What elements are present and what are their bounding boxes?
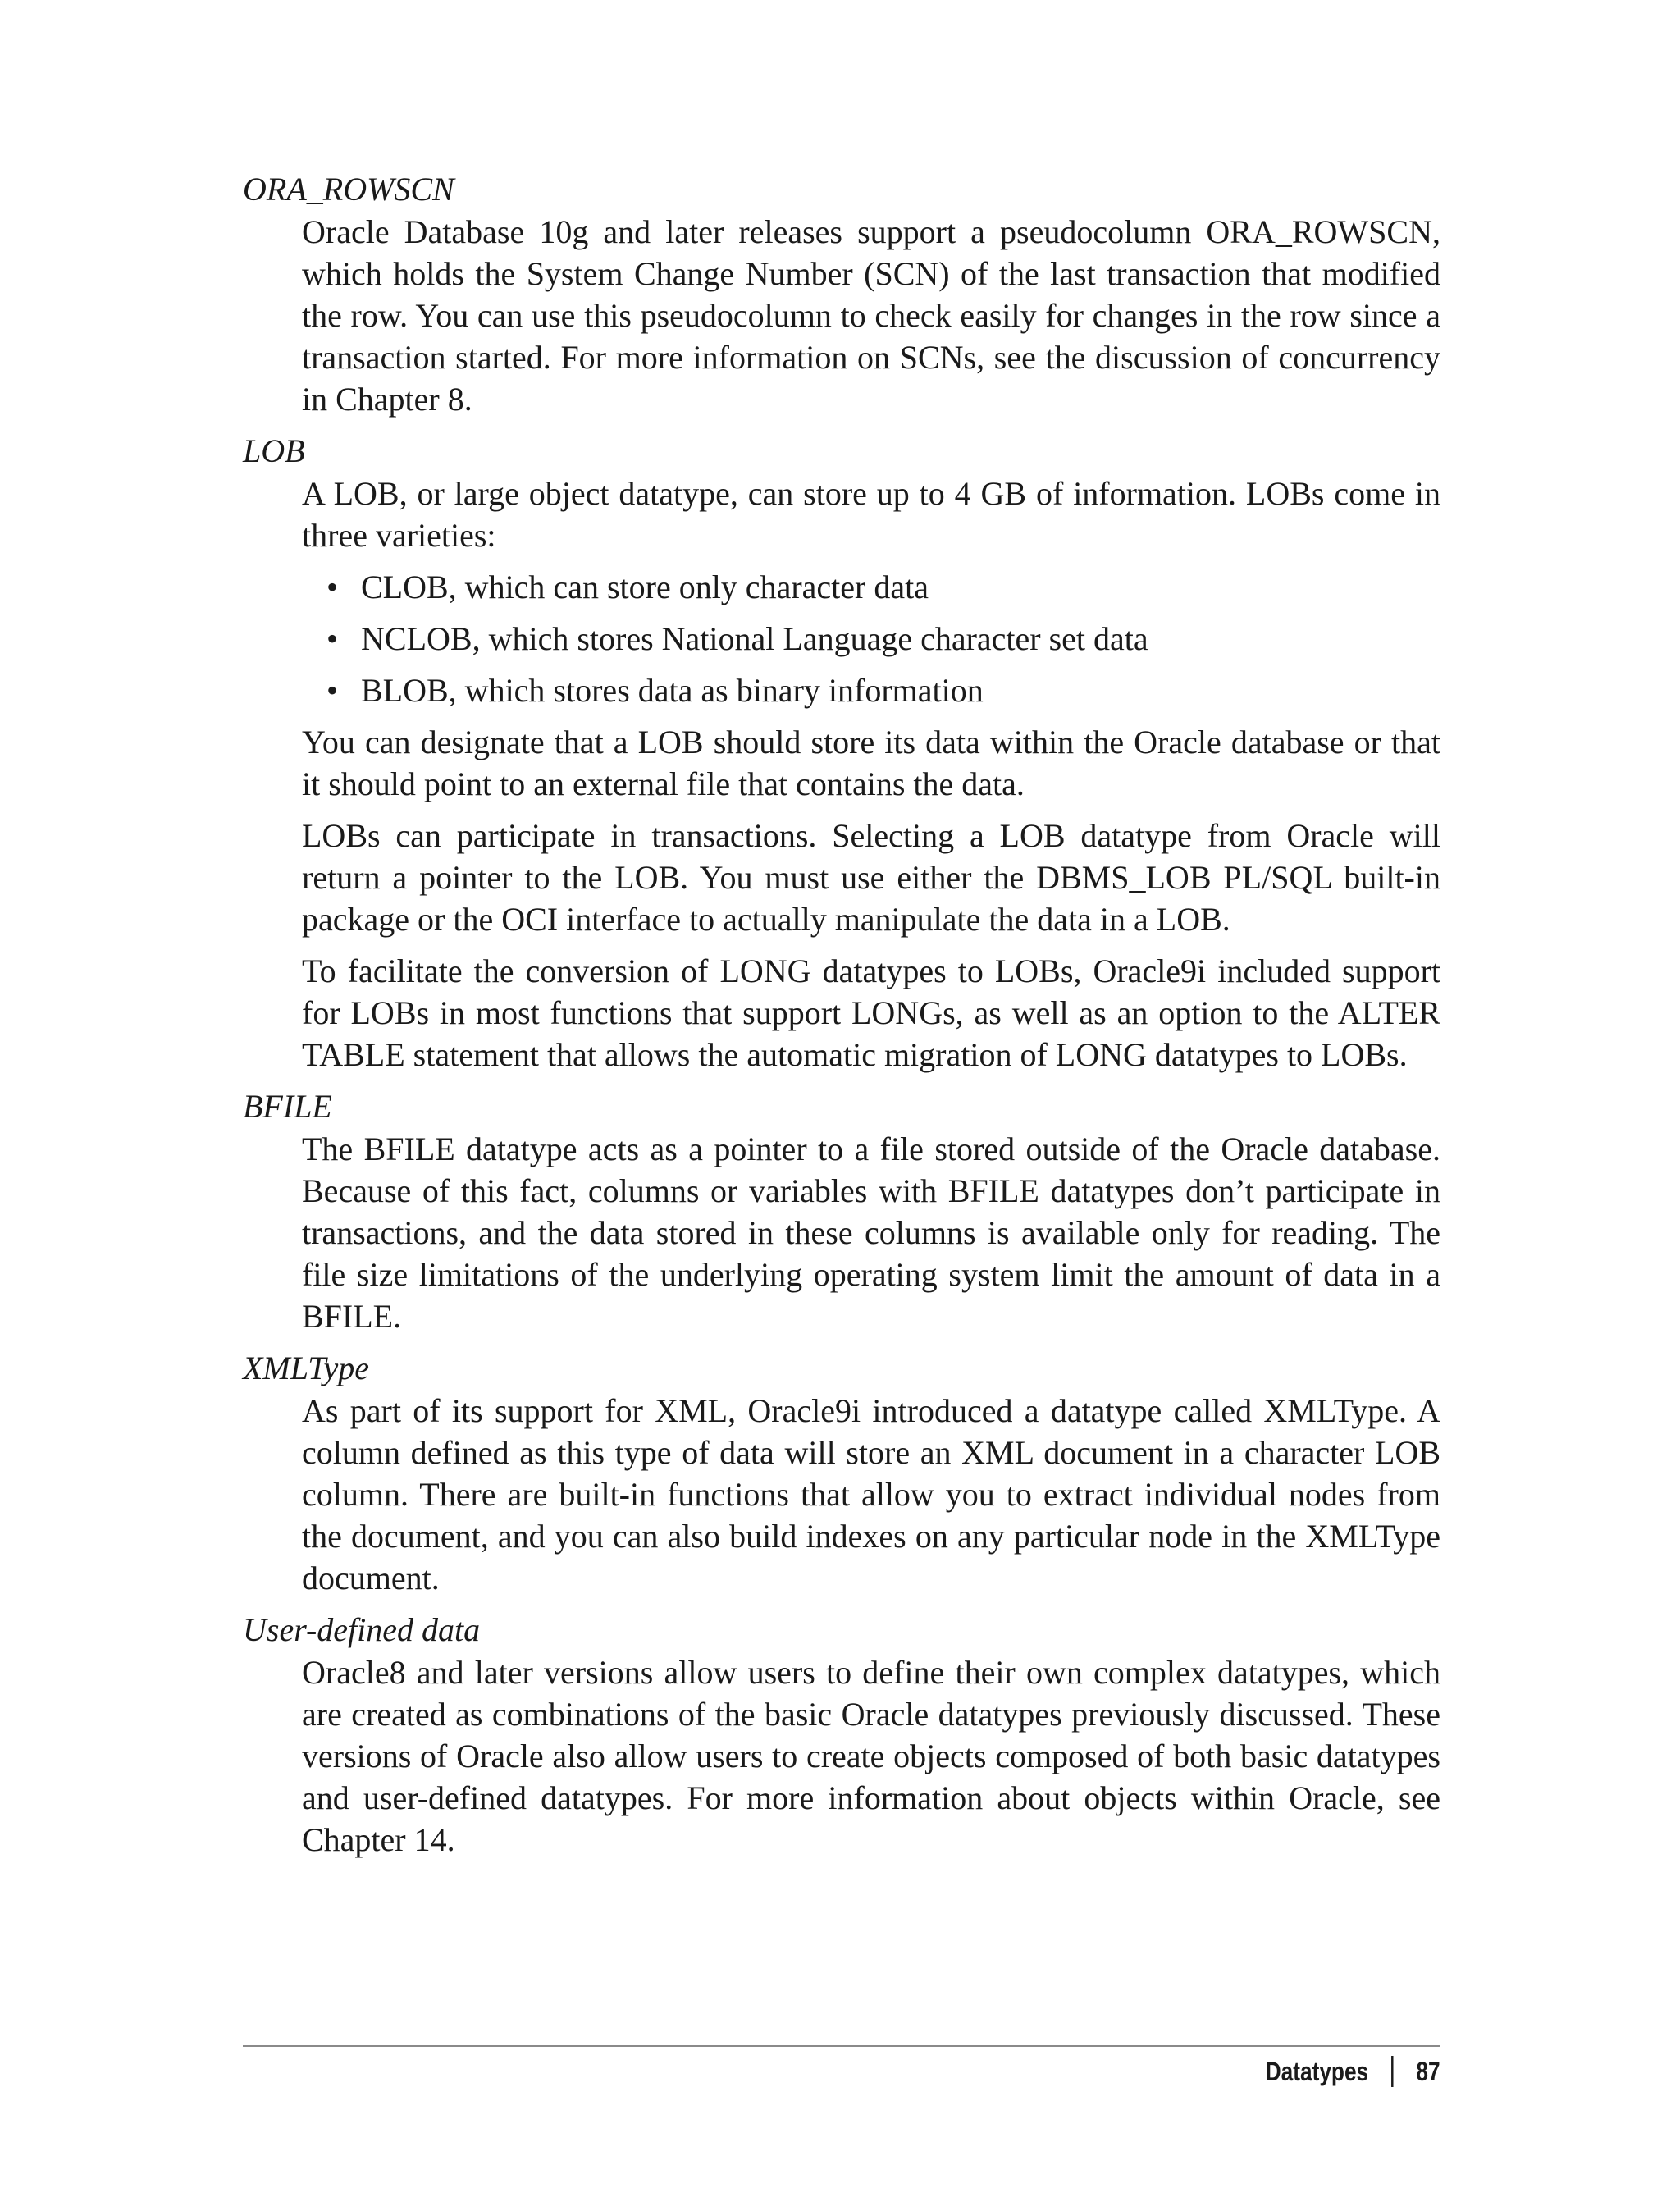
paragraph: The BFILE datatype acts as a pointer to a file stored outside of the Oracle database. Because of this fact, columns or variables with BFILE datatypes don’t participate in transactions, and the data stored in these columns is available only for reading. The file size limitations of the underlying operating system limit the amount of data in a BFILE. [302,1130,1440,1335]
footer-section-title: Datatypes [1266,2057,1369,2086]
term-user-defined-data: User-defined data [243,1611,481,1648]
term-lob: LOB [243,432,305,469]
list-item-text: NCLOB, which stores National Language character set data [361,620,1148,657]
bullet-icon: • [326,569,339,605]
paragraph: A LOB, or large object datatype, can store up to 4 GB of information. LOBs come in three varieties: [302,475,1440,554]
definition-lob [302,473,1440,1076]
paragraph: As part of its support for XML, Oracle9i introduced a datatype called XMLType. A column defined as this type of data will store an XML document in a character LOB column. There are built-in functions that allow you to extract individual nodes from the document, and you can also build indexes on any particular node in the XMLType document. [302,1392,1440,1596]
footer-divider [243,2045,1440,2047]
list-item-text: CLOB, which can store only character data [361,569,929,605]
footer-separator [1391,2056,1393,2087]
page-number: 87 [1416,2057,1440,2086]
definition-ora-rowscn [302,211,1440,420]
definition-bfile [302,1128,1440,1337]
bullet-list [302,566,1440,711]
list-item-text: BLOB, which stores data as binary information [361,672,984,709]
list-item [302,669,1440,711]
list-item [302,618,1440,660]
definition-user-defined-data [302,1651,1440,1861]
definition-xmltype [302,1390,1440,1599]
term-bfile: BFILE [243,1088,332,1125]
paragraph: You can designate that a LOB should store its data within the Oracle database or that it should point to an external file that contains the data. [302,724,1440,802]
page-footer [1266,2055,1440,2088]
term-xmltype: XMLType [243,1350,369,1386]
list-item [302,566,1440,608]
page-body [243,168,1440,1870]
bullet-icon: • [326,672,339,709]
paragraph: To facilitate the conversion of LONG datatypes to LOBs, Oracle9i included support for LOBs in most functions that support LONGs, as well as an option to the ALTER TABLE statement that allows the automatic migration of LONG datatypes to LOBs. [302,952,1440,1073]
paragraph: Oracle8 and later versions allow users to define their own complex datatypes, which are created as combinations of the basic Oracle datatypes previously discussed. These versions of Oracle also allow users to create objects composed of both basic datatypes and user-defined datatypes. For more information about objects within Oracle, see Chapter 14. [302,1654,1440,1858]
bullet-icon: • [326,620,339,657]
term-ora-rowscn: ORA_ROWSCN [243,171,454,208]
paragraph: LOBs can participate in transactions. Selecting a LOB datatype from Oracle will return a pointer to the LOB. You must use either the DBMS_LOB PL/SQL built-in package or the OCI interface to actually manipulate the data in a LOB. [302,817,1440,938]
paragraph: Oracle Database 10g and later releases support a pseudocolumn ORA_ROWSCN, which holds the System Change Number (SCN) of the last transaction that modified the row. You can use this pseudocolumn to check easily for changes in the row since a transaction started. For more information on SCNs, see the discussion of concurrency in Chapter 8. [302,213,1440,418]
